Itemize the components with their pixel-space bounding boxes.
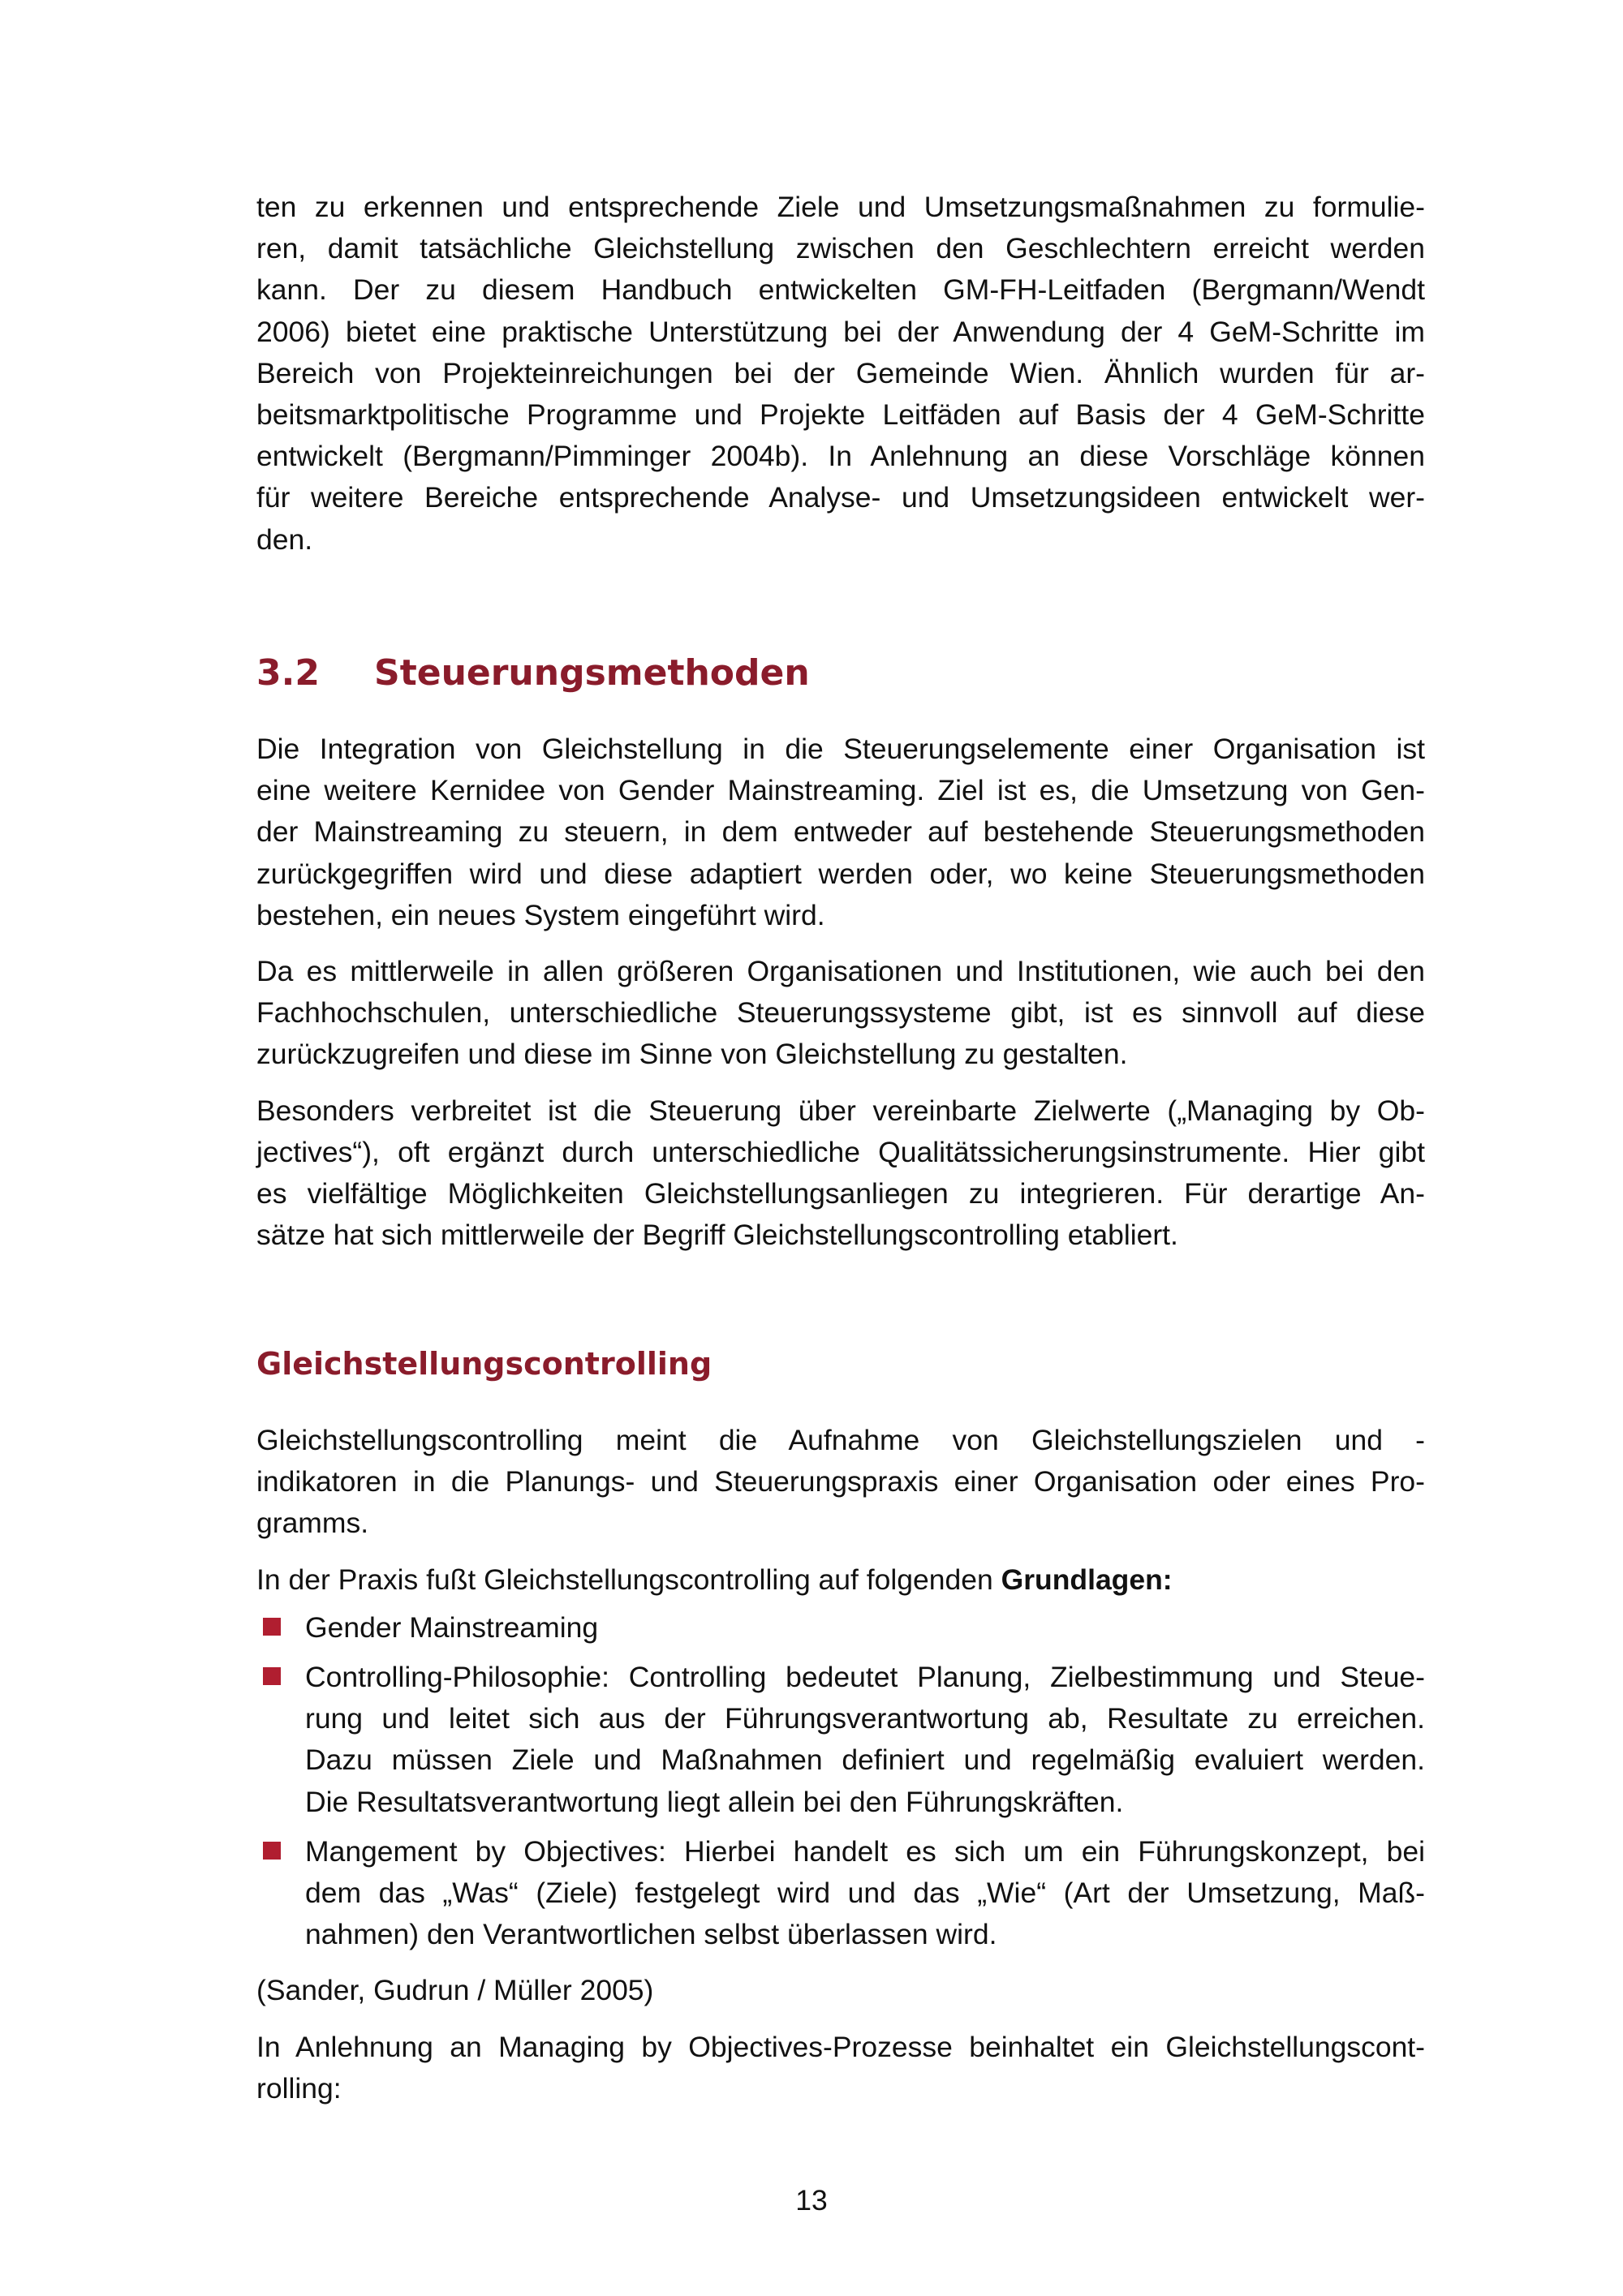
- text-line: der Mainstreaming zu steuern, in dem entweder auf bestehende Steuerungsmethoden: [256, 815, 1425, 849]
- text-line: zurückzugreifen und diese im Sinne von Gleichstellung zu gestalten.: [256, 1038, 1128, 1071]
- text-line: Die Resultatsverantwortung liegt allein bei den Führungskräften.: [305, 1785, 1124, 1818]
- square-bullet-icon: [263, 1618, 281, 1636]
- list-item-text: [305, 1661, 1425, 1818]
- basis-paragraph: [256, 1559, 1425, 1601]
- text-line: jectives“), oft ergänzt durch unterschiedliche Qualitätssicherungsinstrumente. Hier gibt: [256, 1135, 1425, 1168]
- text-line: indikatoren in die Planungs- und Steuerungspraxis einer Organisation oder eines Pro-: [256, 1465, 1425, 1498]
- basis-list: [256, 1607, 1425, 1956]
- text-line: rolling:: [256, 2071, 342, 2105]
- citation: (Sander, Gudrun / Müller 2005): [256, 1974, 654, 2007]
- section-title: Steuerungsmethoden: [374, 652, 810, 694]
- text-line: zurückgegriffen wird und diese adaptiert werden oder, wo keine Steuerungsmethoden: [256, 857, 1425, 890]
- text-line: Dazu müssen Ziele und Maßnahmen definiert und regelmäßig evaluiert werden.: [305, 1743, 1425, 1777]
- text-line: Bereich von Projekteinreichungen bei der Gemeinde Wien. Ähnlich wurden für ar-: [256, 356, 1425, 389]
- text-line: Mangement by Objectives: Hierbei handelt es sich um ein Führungskonzept, bei: [305, 1834, 1425, 1868]
- text-line: kann. Der zu diesem Handbuch entwickelten GM-FH-Leitfaden (Bergmann/Wendt: [256, 273, 1425, 307]
- text-line: 2006) bietet eine praktische Unterstützung bei der Anwendung der 4 GeM-Schritte im: [256, 315, 1425, 348]
- section-paragraph-2: [256, 951, 1425, 1076]
- text-line: Controlling-Philosophie: Controlling bedeutet Planung, Zielbestimmung und Steue-: [305, 1661, 1425, 1694]
- text-line: bestehen, ein neues System eingeführt wird.: [256, 898, 825, 931]
- text-line: Gender Mainstreaming: [305, 1610, 599, 1644]
- text-line: Da es mittlerweile in allen größeren Organisationen und Institutionen, wie auch bei den: [256, 955, 1425, 988]
- text-line: gramms.: [256, 1507, 369, 1540]
- text-line: beitsmarktpolitische Programme und Projekte Leitfäden auf Basis der 4 GeM-Schritte: [256, 398, 1425, 432]
- text-line: eine weitere Kernidee von Gender Mainstreaming. Ziel ist es, die Umsetzung von Gen-: [256, 774, 1425, 807]
- square-bullet-icon: [263, 1667, 281, 1685]
- list-item: [256, 1831, 1425, 1956]
- list-item: [256, 1607, 1425, 1649]
- text-line: für weitere Bereiche entsprechende Analyse- und Umsetzungsideen entwickelt wer-: [256, 481, 1425, 514]
- text-line: ren, damit tatsächliche Gleichstellung zwischen den Geschlechtern erreicht werden: [256, 232, 1425, 265]
- section-number: 3.2: [256, 652, 320, 694]
- text-line: Die Integration von Gleichstellung in die Steuerungselemente einer Organisation ist: [256, 733, 1425, 765]
- section-heading: [256, 649, 810, 698]
- section-paragraph-1: [256, 729, 1425, 936]
- page-number: 13: [795, 2184, 828, 2216]
- text-line: Besonders verbreitet ist die Steuerung über vereinbarte Zielwerte („Managing by Ob-: [256, 1094, 1425, 1127]
- basis-intro: In der Praxis fußt Gleichstellungscontrolling auf folgenden: [256, 1563, 1001, 1596]
- text-line: dem das „Was“ (Ziele) festgelegt wird und das „Wie“ (Art der Umsetzung, Maß-: [305, 1877, 1425, 1910]
- text-line: es vielfältige Möglichkeiten Gleichstellungsanliegen zu integrieren. Für derartige An-: [256, 1177, 1425, 1210]
- text-line: entwickelt (Bergmann/Pimminger 2004b). In Anlehnung an diese Vorschläge können: [256, 440, 1425, 473]
- basis-bold: Grundlagen:: [1001, 1563, 1173, 1596]
- list-item-text: [305, 1835, 1425, 1950]
- subsection-body: [256, 1420, 1425, 2109]
- section-paragraph-3: [256, 1090, 1425, 1257]
- closing-paragraph: [256, 2027, 1425, 2109]
- text-line: ten zu erkennen und entsprechende Ziele und Umsetzungsmaßnahmen zu formulie-: [256, 191, 1425, 223]
- intro-paragraph: [256, 187, 1425, 561]
- intro-text: [256, 187, 1425, 561]
- text-line: In Anlehnung an Managing by Objectives-Prozesse beinhaltet ein Gleichstellungscont-: [256, 2030, 1425, 2063]
- text-line: den.: [256, 522, 313, 556]
- text-line: rung und leitet sich aus der Führungsverantwortung ab, Resultate zu erreichen.: [305, 1702, 1425, 1735]
- definition-paragraph: [256, 1420, 1425, 1545]
- text-line: nahmen) den Verantwortlichen selbst überlassen wird.: [305, 1918, 997, 1951]
- subsection-heading: Gleichstellungscontrolling: [256, 1346, 712, 1382]
- text-line: sätze hat sich mittlerweile der Begriff Gleichstellungscontrolling etabliert.: [256, 1219, 1178, 1252]
- text-line: Gleichstellungscontrolling meint die Aufnahme von Gleichstellungszielen und -: [256, 1424, 1425, 1456]
- text-line: Fachhochschulen, unterschiedliche Steuerungssysteme gibt, ist es sinnvoll auf diese: [256, 996, 1425, 1030]
- list-item: [256, 1657, 1425, 1823]
- square-bullet-icon: [263, 1842, 281, 1860]
- list-item-text: [305, 1611, 598, 1644]
- section-body: [256, 729, 1425, 1256]
